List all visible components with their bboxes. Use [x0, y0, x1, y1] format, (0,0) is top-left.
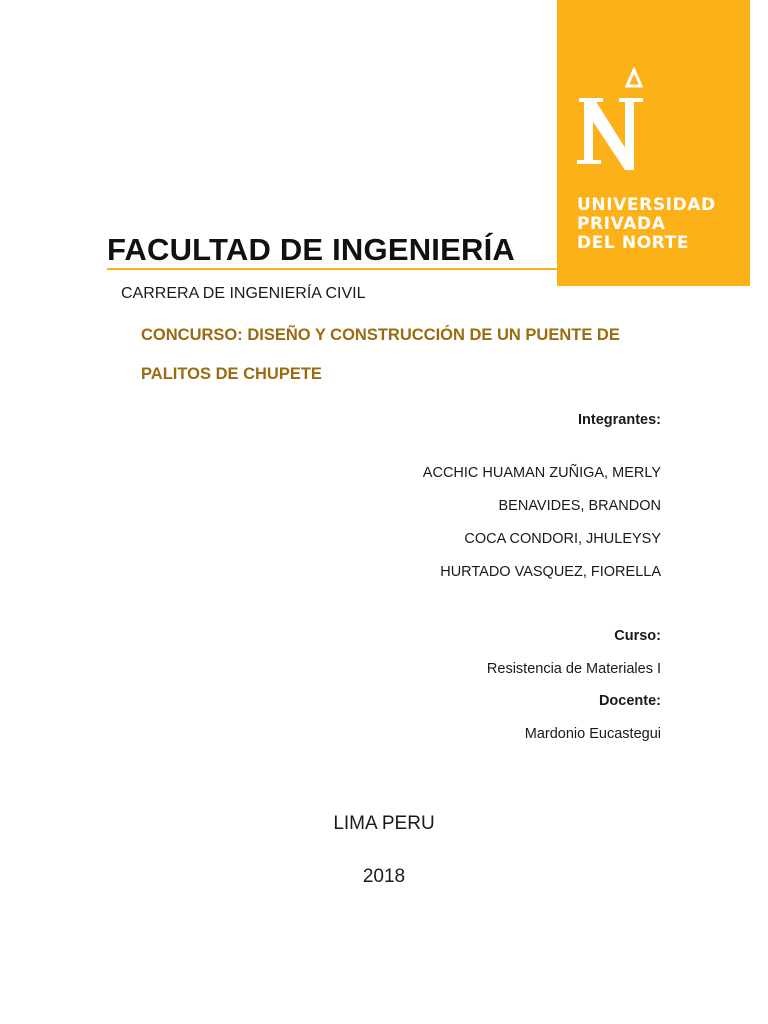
faculty-title: FACULTAD DE INGENIERÍA [107, 232, 515, 267]
logo-line-2: PRIVADA [577, 214, 666, 234]
members-label: Integrantes: [578, 412, 661, 428]
career-name: CARRERA DE INGENIERÍA CIVIL [121, 285, 366, 302]
teacher-value: Mardonio Eucastegui [524, 726, 661, 742]
teacher-label: Docente: [598, 693, 661, 709]
title-underline [107, 268, 557, 270]
university-logo [557, 0, 750, 286]
upn-n-emblem-icon [557, 0, 750, 190]
course-value: Resistencia de Materiales I [486, 661, 661, 677]
member-name: HURTADO VASQUEZ, FIORELLA [440, 564, 661, 580]
member-name: BENAVIDES, BRANDON [498, 498, 661, 514]
course-label: Curso: [614, 628, 661, 644]
year: 2018 [362, 866, 406, 887]
contest-title-line-2: PALITOS DE CHUPETE [141, 365, 322, 383]
place: LIMA PERU [333, 813, 435, 834]
contest-title-line-1: CONCURSO: DISEÑO Y CONSTRUCCIÓN DE UN PUENTE DE [141, 326, 620, 344]
member-name: ACCHIC HUAMAN ZUÑIGA, MERLY [422, 465, 661, 481]
member-name: COCA CONDORI, JHULEYSY [464, 531, 661, 547]
logo-line-3: DEL NORTE [577, 233, 690, 253]
logo-line-1: UNIVERSIDAD [577, 195, 716, 215]
university-name [577, 196, 716, 253]
